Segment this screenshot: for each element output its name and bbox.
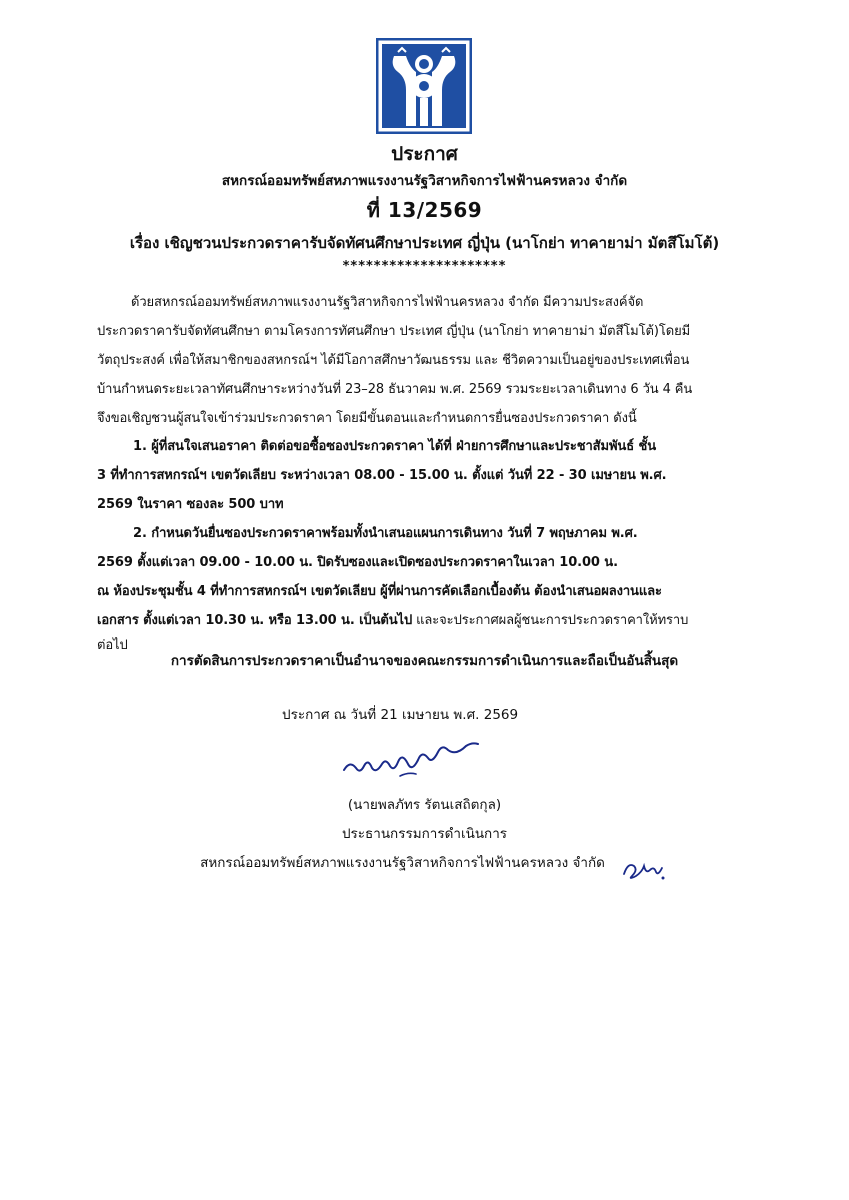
intro-line: บ้านกำหนดระยะเวลาทัศนศึกษาระหว่างวันที่ 23–28 ธันวาคม พ.ศ. 2569 รวมระยะเวลาเดินทาง 6 วัน 4 คืน (97, 382, 693, 397)
intro-line: วัตถุประสงค์ เพื่อให้สมาชิกของสหกรณ์ฯ ได้มีโอกาสศึกษาวัฒนธรรม และ ชีวิตความเป็นอยู่ของประเทศเพื่อน (97, 353, 690, 368)
item1-line: 3 ที่ทำการสหกรณ์ฯ เขตวัดเลียบ ระหว่างเวลา 08.00 - 15.00 น. ตั้งแต่ วันที่ 22 - 30 เมษายน พ.ศ. (97, 468, 667, 483)
item2-line: 2569 ตั้งแต่เวลา 09.00 - 10.00 น. ปิดรับซองและเปิดซองประกวดราคาในเวลา 10.00 น. (97, 555, 618, 570)
item1-line: 2569 ในราคา ซองละ 500 บาท (97, 497, 284, 512)
signer-position: ประธานกรรมการดำเนินการ (341, 826, 508, 842)
item2-regular-segment: และจะประกาศผลผู้ชนะการประกวดราคาให้ทราบ (416, 613, 689, 628)
announcement-date: ประกาศ ณ วันที่ 21 เมษายน พ.ศ. 2569 (282, 707, 519, 723)
item2-line: ต่อไป (97, 638, 128, 653)
cooperative-logo (376, 38, 472, 134)
intro-line: ด้วยสหกรณ์ออมทรัพย์สหภาพแรงงานรัฐวิสาหกิจการไฟฟ้านครหลวง จำกัด มีความประสงค์จัด (131, 295, 644, 310)
item2-line: ณ ห้องประชุมชั้น 4 ที่ทำการสหกรณ์ฯ เขตวัดเลียบ ผู้ที่ผ่านการคัดเลือกเบื้องต้น ต้องนำเสนอผลงานและ (97, 584, 662, 599)
item2-bold-segment: เอกสาร ตั้งแต่เวลา 10.30 น. หรือ 13.00 น. เป็นต้นไป (97, 613, 413, 628)
signer-name: (นายพลภัทร รัตนเสถิตกุล) (347, 797, 502, 813)
initials-mark (620, 856, 666, 882)
signature-mark (338, 738, 483, 782)
signer-organization: สหกรณ์ออมทรัพย์สหภาพแรงงานรัฐวิสาหกิจการไฟฟ้านครหลวง จำกัด (200, 855, 605, 871)
item2-line: 2. กำหนดวันยื่นซองประกวดราคาพร้อมทั้งนำเสนอแผนการเดินทาง วันที่ 7 พฤษภาคม พ.ศ. (133, 526, 638, 541)
announcement-number: ที่ 13/2569 (366, 198, 483, 222)
separator-line: ********************* (342, 259, 507, 274)
closing-statement: การตัดสินการประกวดราคาเป็นอำนาจของคณะกรรมการดำเนินการและถือเป็นอันสิ้นสุด (170, 653, 679, 669)
announcement-title: ประกาศ (391, 143, 458, 165)
intro-line: จึงขอเชิญชวนผู้สนใจเข้าร่วมประกวดราคา โดยมีขั้นตอนและกำหนดการยื่นซองประกวดราคา ดังนี้ (97, 411, 637, 426)
organization-name: สหกรณ์ออมทรัพย์สหภาพแรงงานรัฐวิสาหกิจการไฟฟ้านครหลวง จำกัด (221, 173, 628, 189)
announcement-subject: เรื่อง เชิญชวนประกวดราคารับจัดทัศนศึกษาประเทศ ญี่ปุ่น (นาโกย่า ทาคายาม่า มัตสึโมโต้) (129, 234, 720, 252)
intro-line: ประกวดราคารับจัดทัศนศึกษา ตามโครงการทัศนศึกษา ประเทศ ญี่ปุ่น (นาโกย่า ทาคายาม่า มัตสึโมโต้)โดยมี (97, 324, 691, 339)
item2-line (97, 611, 688, 631)
item1-line: 1. ผู้ที่สนใจเสนอราคา ติดต่อขอซื้อซองประกวดราคา ได้ที่ ฝ่ายการศึกษาและประชาสัมพันธ์ ชั้น (133, 439, 656, 454)
